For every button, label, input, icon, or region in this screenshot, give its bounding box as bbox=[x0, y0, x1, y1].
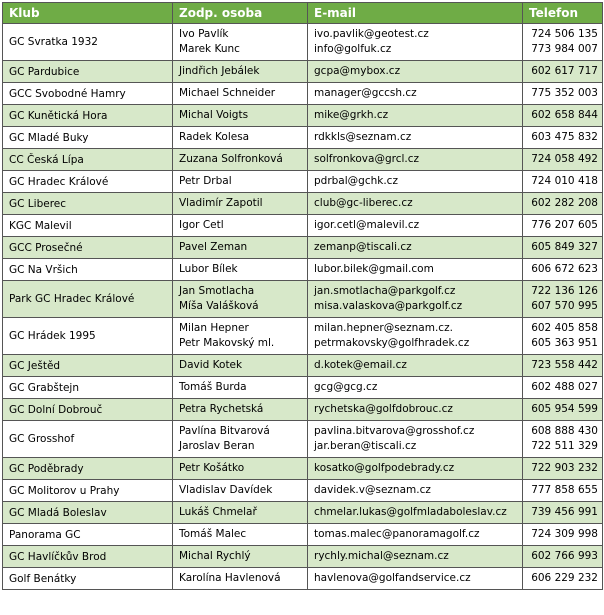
cell-osoba bbox=[173, 24, 308, 61]
cell-email bbox=[308, 502, 523, 524]
table-row bbox=[3, 259, 603, 281]
cell-telefon bbox=[523, 215, 603, 237]
cell-osoba bbox=[173, 377, 308, 399]
cell-osoba bbox=[173, 524, 308, 546]
cell-osoba bbox=[173, 281, 308, 318]
table-row bbox=[3, 237, 603, 259]
table-body bbox=[3, 24, 603, 590]
contacts-table bbox=[2, 2, 603, 590]
cell-osoba bbox=[173, 355, 308, 377]
table-row bbox=[3, 355, 603, 377]
person-name: Ivo Pavlík bbox=[179, 28, 229, 40]
table-row bbox=[3, 502, 603, 524]
person-name: Radek Kolesa bbox=[179, 131, 250, 143]
cell-telefon bbox=[523, 524, 603, 546]
table-row bbox=[3, 568, 603, 590]
phone-number: 773 984 007 bbox=[531, 43, 598, 55]
phone-number: 723 558 442 bbox=[531, 359, 598, 371]
cell-klub: GCC Svobodné Hamry bbox=[3, 83, 173, 105]
email-link[interactable]: zemanp@tiscali.cz bbox=[314, 241, 412, 253]
cell-email bbox=[308, 355, 523, 377]
email-link[interactable]: manager@gccsh.cz bbox=[314, 87, 417, 99]
email-link[interactable]: jar.beran@tiscali.cz bbox=[314, 440, 417, 452]
email-link[interactable]: chmelar.lukas@golfmladaboleslav.cz bbox=[314, 506, 507, 518]
phone-number: 602 658 844 bbox=[531, 109, 598, 121]
email-link[interactable]: info@golfuk.cz bbox=[314, 43, 392, 55]
cell-osoba bbox=[173, 171, 308, 193]
email-link[interactable]: solfronkova@grcl.cz bbox=[314, 153, 420, 165]
cell-email bbox=[308, 480, 523, 502]
table-row bbox=[3, 171, 603, 193]
table-row bbox=[3, 480, 603, 502]
cell-klub: GC Poděbrady bbox=[3, 458, 173, 480]
table-row bbox=[3, 83, 603, 105]
person-name: Petr Drbal bbox=[179, 175, 232, 187]
cell-klub: Golf Benátky bbox=[3, 568, 173, 590]
phone-number: 724 058 492 bbox=[531, 153, 598, 165]
cell-klub: KGC Malevil bbox=[3, 215, 173, 237]
person-name: Michal Rychlý bbox=[179, 550, 251, 562]
person-name: Tomáš Burda bbox=[179, 381, 247, 393]
cell-telefon bbox=[523, 502, 603, 524]
person-name: Igor Cetl bbox=[179, 219, 224, 231]
cell-osoba bbox=[173, 83, 308, 105]
cell-email bbox=[308, 193, 523, 215]
email-link[interactable]: club@gc-liberec.cz bbox=[314, 197, 413, 209]
cell-klub: GCC Prosečné bbox=[3, 237, 173, 259]
phone-number: 722 511 329 bbox=[531, 440, 598, 452]
cell-osoba bbox=[173, 105, 308, 127]
header-row bbox=[3, 3, 603, 24]
cell-telefon bbox=[523, 355, 603, 377]
cell-osoba bbox=[173, 149, 308, 171]
table-row bbox=[3, 61, 603, 83]
email-link[interactable]: lubor.bilek@gmail.com bbox=[314, 263, 434, 275]
cell-klub: GC Svratka 1932 bbox=[3, 24, 173, 61]
person-name: Jaroslav Beran bbox=[179, 440, 255, 452]
cell-osoba bbox=[173, 568, 308, 590]
person-name: Michael Schneider bbox=[179, 87, 276, 99]
person-name: Petr Košátko bbox=[179, 462, 245, 474]
cell-email bbox=[308, 421, 523, 458]
cell-email bbox=[308, 377, 523, 399]
cell-klub: GC Na Vršich bbox=[3, 259, 173, 281]
phone-number: 602 617 717 bbox=[531, 65, 598, 77]
phone-number: 777 858 655 bbox=[531, 484, 598, 496]
cell-email bbox=[308, 546, 523, 568]
cell-telefon bbox=[523, 281, 603, 318]
cell-klub: GC Ještěd bbox=[3, 355, 173, 377]
cell-email bbox=[308, 215, 523, 237]
person-name: Vladimír Zapotil bbox=[179, 197, 263, 209]
cell-telefon bbox=[523, 24, 603, 61]
cell-klub: Panorama GC bbox=[3, 524, 173, 546]
cell-email bbox=[308, 149, 523, 171]
cell-osoba bbox=[173, 546, 308, 568]
cell-telefon bbox=[523, 237, 603, 259]
cell-telefon bbox=[523, 399, 603, 421]
cell-osoba bbox=[173, 480, 308, 502]
cell-email bbox=[308, 524, 523, 546]
cell-klub: GC Havlíčkův Brod bbox=[3, 546, 173, 568]
email-link[interactable]: gcpa@mybox.cz bbox=[314, 65, 401, 77]
table-row bbox=[3, 318, 603, 355]
cell-osoba bbox=[173, 193, 308, 215]
cell-telefon bbox=[523, 193, 603, 215]
person-name: Karolína Havlenová bbox=[179, 572, 281, 584]
email-link[interactable]: kosatko@golfpodebrady.cz bbox=[314, 462, 455, 474]
person-name: Michal Voigts bbox=[179, 109, 249, 121]
cell-osoba bbox=[173, 399, 308, 421]
phone-number: 722 136 126 bbox=[531, 285, 598, 297]
person-name: Tomáš Malec bbox=[179, 528, 247, 540]
header-osoba: Zodp. osoba bbox=[173, 3, 308, 24]
phone-number: 602 766 993 bbox=[531, 550, 598, 562]
phone-number: 605 849 327 bbox=[531, 241, 598, 253]
cell-email bbox=[308, 259, 523, 281]
phone-number: 724 010 418 bbox=[531, 175, 598, 187]
table-row bbox=[3, 421, 603, 458]
table-row bbox=[3, 149, 603, 171]
person-name: Pavel Zeman bbox=[179, 241, 248, 253]
cell-osoba bbox=[173, 458, 308, 480]
header-email: E-mail bbox=[308, 3, 523, 24]
email-link[interactable]: d.kotek@email.cz bbox=[314, 359, 407, 371]
cell-email bbox=[308, 281, 523, 318]
email-link[interactable]: misa.valaskova@parkgolf.cz bbox=[314, 300, 463, 312]
phone-number: 776 207 605 bbox=[531, 219, 598, 231]
email-link[interactable]: petrmakovsky@golfhradek.cz bbox=[314, 337, 470, 349]
phone-number: 605 363 951 bbox=[531, 337, 598, 349]
person-name: Lubor Bílek bbox=[179, 263, 238, 275]
table-row bbox=[3, 193, 603, 215]
cell-osoba bbox=[173, 215, 308, 237]
table-row bbox=[3, 546, 603, 568]
cell-klub: GC Mladá Boleslav bbox=[3, 502, 173, 524]
email-link[interactable]: mike@grkh.cz bbox=[314, 109, 389, 121]
cell-telefon bbox=[523, 61, 603, 83]
cell-osoba bbox=[173, 421, 308, 458]
person-name: David Kotek bbox=[179, 359, 243, 371]
person-name: Petra Rychetská bbox=[179, 403, 264, 415]
cell-telefon bbox=[523, 377, 603, 399]
email-link[interactable]: pavlina.bitvarova@grosshof.cz bbox=[314, 425, 475, 437]
phone-number: 607 570 995 bbox=[531, 300, 598, 312]
phone-number: 775 352 003 bbox=[531, 87, 598, 99]
phone-number: 602 282 208 bbox=[531, 197, 598, 209]
cell-email bbox=[308, 61, 523, 83]
cell-telefon bbox=[523, 127, 603, 149]
cell-klub: GC Hradec Králové bbox=[3, 171, 173, 193]
person-name: Míša Valášková bbox=[179, 300, 259, 312]
cell-klub: GC Hrádek 1995 bbox=[3, 318, 173, 355]
email-link[interactable]: milan.hepner@seznam.cz. bbox=[314, 322, 453, 334]
phone-number: 608 888 430 bbox=[531, 425, 598, 437]
cell-email bbox=[308, 237, 523, 259]
cell-telefon bbox=[523, 83, 603, 105]
phone-number: 602 405 858 bbox=[531, 322, 598, 334]
table-row bbox=[3, 524, 603, 546]
phone-number: 603 475 832 bbox=[531, 131, 598, 143]
phone-number: 606 229 232 bbox=[531, 572, 598, 584]
contacts-table-wrapper bbox=[2, 2, 602, 590]
cell-osoba bbox=[173, 259, 308, 281]
email-link[interactable]: havlenova@golfandservice.cz bbox=[314, 572, 471, 584]
table-row bbox=[3, 458, 603, 480]
table-row bbox=[3, 24, 603, 61]
table-row bbox=[3, 281, 603, 318]
cell-telefon bbox=[523, 149, 603, 171]
cell-email bbox=[308, 458, 523, 480]
phone-number: 739 456 991 bbox=[531, 506, 598, 518]
cell-telefon bbox=[523, 318, 603, 355]
phone-number: 602 488 027 bbox=[531, 381, 598, 393]
table-row bbox=[3, 105, 603, 127]
person-name: Petr Makovský ml. bbox=[179, 337, 275, 349]
cell-osoba bbox=[173, 502, 308, 524]
email-link[interactable]: davidek.v@seznam.cz bbox=[314, 484, 431, 496]
table-row bbox=[3, 377, 603, 399]
cell-telefon bbox=[523, 171, 603, 193]
person-name: Jan Smotlacha bbox=[179, 285, 255, 297]
cell-telefon bbox=[523, 421, 603, 458]
email-link[interactable]: tomas.malec@panoramagolf.cz bbox=[314, 528, 480, 540]
cell-email bbox=[308, 318, 523, 355]
cell-osoba bbox=[173, 318, 308, 355]
table-header bbox=[3, 3, 603, 24]
email-link[interactable]: pdrbal@gchk.cz bbox=[314, 175, 398, 187]
cell-osoba bbox=[173, 127, 308, 149]
person-name: Zuzana Solfronková bbox=[179, 153, 283, 165]
cell-klub: GC Pardubice bbox=[3, 61, 173, 83]
cell-klub: GC Liberec bbox=[3, 193, 173, 215]
person-name: Milan Hepner bbox=[179, 322, 249, 334]
header-klub: Klub bbox=[3, 3, 173, 24]
person-name: Jindřich Jebálek bbox=[179, 65, 260, 77]
cell-email bbox=[308, 83, 523, 105]
cell-klub: GC Grabštejn bbox=[3, 377, 173, 399]
email-link[interactable]: ivo.pavlik@geotest.cz bbox=[314, 28, 429, 40]
phone-number: 724 506 135 bbox=[531, 28, 598, 40]
cell-osoba bbox=[173, 61, 308, 83]
cell-telefon bbox=[523, 458, 603, 480]
cell-telefon bbox=[523, 259, 603, 281]
email-link[interactable]: rychly.michal@seznam.cz bbox=[314, 550, 449, 562]
header-telefon: Telefon bbox=[523, 3, 603, 24]
cell-klub: CC Česká Lípa bbox=[3, 149, 173, 171]
cell-telefon bbox=[523, 568, 603, 590]
cell-klub: GC Grosshof bbox=[3, 421, 173, 458]
cell-email bbox=[308, 24, 523, 61]
cell-klub: GC Kunětická Hora bbox=[3, 105, 173, 127]
cell-telefon bbox=[523, 546, 603, 568]
cell-telefon bbox=[523, 480, 603, 502]
table-row bbox=[3, 399, 603, 421]
table-row bbox=[3, 215, 603, 237]
phone-number: 722 903 232 bbox=[531, 462, 598, 474]
person-name: Vladislav Davídek bbox=[179, 484, 273, 496]
cell-klub: GC Molitorov u Prahy bbox=[3, 480, 173, 502]
email-link[interactable]: rdkkls@seznam.cz bbox=[314, 131, 412, 143]
email-link[interactable]: rychetska@golfdobrouc.cz bbox=[314, 403, 453, 415]
cell-email bbox=[308, 399, 523, 421]
cell-klub: Park GC Hradec Králové bbox=[3, 281, 173, 318]
cell-klub: GC Dolní Dobrouč bbox=[3, 399, 173, 421]
cell-email bbox=[308, 127, 523, 149]
cell-email bbox=[308, 105, 523, 127]
cell-osoba bbox=[173, 237, 308, 259]
email-link[interactable]: jan.smotlacha@parkgolf.cz bbox=[314, 285, 456, 297]
table-row bbox=[3, 127, 603, 149]
person-name: Lukáš Chmelař bbox=[179, 506, 257, 518]
email-link[interactable]: igor.cetl@malevil.cz bbox=[314, 219, 420, 231]
cell-email bbox=[308, 171, 523, 193]
phone-number: 606 672 623 bbox=[531, 263, 598, 275]
cell-telefon bbox=[523, 105, 603, 127]
person-name: Pavlína Bitvarová bbox=[179, 425, 270, 437]
person-name: Marek Kunc bbox=[179, 43, 240, 55]
phone-number: 724 309 998 bbox=[531, 528, 598, 540]
cell-klub: GC Mladé Buky bbox=[3, 127, 173, 149]
phone-number: 605 954 599 bbox=[531, 403, 598, 415]
cell-email bbox=[308, 568, 523, 590]
email-link[interactable]: gcg@gcg.cz bbox=[314, 381, 378, 393]
